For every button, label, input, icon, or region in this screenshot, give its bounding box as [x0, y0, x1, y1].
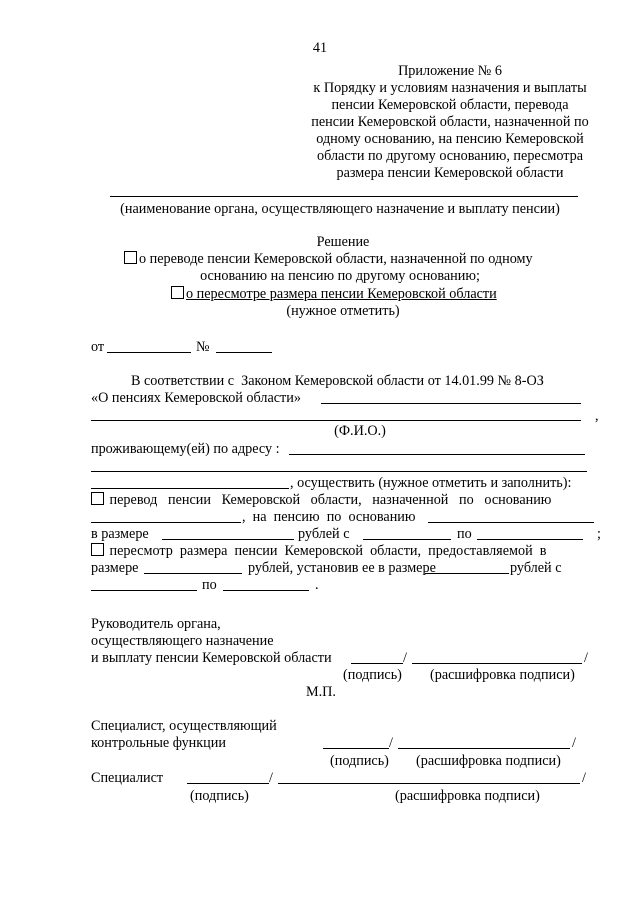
- head-slash: /: [403, 650, 407, 666]
- date-from-field[interactable]: [363, 539, 451, 540]
- revision-mid-label: рублей, установив ее в размере: [248, 560, 436, 576]
- checkbox-transfer-pension[interactable]: [91, 492, 104, 505]
- control-specialist-line2: контрольные функции: [91, 735, 226, 751]
- comma: ,: [595, 408, 599, 424]
- control-decoding-caption: (расшифровка подписи): [416, 753, 561, 769]
- appendix-line: пенсии Кемеровской области, назначенной по: [311, 114, 589, 130]
- new-amount-field[interactable]: [425, 573, 509, 574]
- appendix-title: Приложение № 6: [398, 63, 502, 79]
- transfer-basis-label: , на пенсию по основанию: [242, 509, 416, 525]
- page-number: 41: [312, 40, 328, 56]
- head-title-line2: осуществляющего назначение: [91, 633, 274, 649]
- revision-option: [91, 543, 546, 559]
- address-field[interactable]: [289, 454, 585, 455]
- amount-label: в размере: [91, 526, 149, 542]
- fio-field[interactable]: [91, 420, 581, 421]
- organ-name-caption: (наименование органа, осуществляющего назначение и выплату пенсии): [120, 201, 560, 217]
- decision-option-revision-label: о пересмотре размера пенсии Кемеровской области: [186, 286, 497, 302]
- control-slash-end: /: [572, 735, 576, 751]
- decision-option-transfer: [124, 251, 533, 267]
- checkbox-revision[interactable]: [171, 286, 184, 299]
- period-to-label: по: [202, 577, 217, 593]
- number-label: №: [196, 339, 210, 355]
- address-label: проживающему(ей) по адресу :: [91, 441, 280, 457]
- specialist-slash: /: [269, 770, 273, 786]
- body-law-reference: В соответствии с Законом Кемеровской области от 14.01.99 № 8-ОЗ: [131, 373, 544, 389]
- rubles-from-label: рублей с: [298, 526, 350, 542]
- to-label: по: [457, 526, 472, 542]
- head-signature-caption: (подпись): [343, 667, 402, 683]
- fio-caption: (Ф.И.О.): [334, 423, 386, 439]
- address-field-end[interactable]: [91, 488, 289, 489]
- head-signature-field[interactable]: [351, 663, 403, 664]
- period-end: .: [315, 577, 319, 593]
- stamp-place: М.П.: [306, 684, 336, 700]
- specialist-decoding-field[interactable]: [278, 783, 580, 784]
- revision-date-from-field[interactable]: [91, 590, 197, 591]
- control-slash: /: [389, 735, 393, 751]
- decision-note: (нужное отметить): [286, 303, 400, 319]
- head-slash-end: /: [584, 650, 588, 666]
- date-label: от: [91, 339, 105, 355]
- revision-rub-label: рублей с: [510, 560, 562, 576]
- specialist-signature-field[interactable]: [187, 783, 269, 784]
- basis-to-field[interactable]: [428, 522, 594, 523]
- basis-from-field[interactable]: [91, 522, 241, 523]
- number-field[interactable]: [216, 352, 272, 353]
- recipient-field[interactable]: [321, 403, 581, 404]
- head-decoding-field[interactable]: [412, 663, 582, 664]
- specialist-label: Специалист: [91, 770, 164, 786]
- transfer-option-label: перевод пенсии Кемеровской области, назначенной по основанию: [109, 492, 552, 508]
- checkbox-transfer[interactable]: [124, 251, 137, 264]
- control-specialist-line1: Специалист, осуществляющий: [91, 718, 277, 734]
- address-field-cont[interactable]: [91, 471, 587, 472]
- appendix-line: к Порядку и условиям назначения и выплаты: [313, 80, 587, 96]
- date-field[interactable]: [107, 352, 191, 353]
- specialist-slash-end: /: [582, 770, 586, 786]
- decision-option-transfer-label-cont: основанию на пенсию по другому основанию;: [200, 268, 480, 284]
- revision-size-label: размере: [91, 560, 139, 576]
- implement-text: , осуществить (нужное отметить и заполнить):: [290, 475, 572, 491]
- amount-field[interactable]: [162, 539, 294, 540]
- control-signature-field[interactable]: [323, 748, 389, 749]
- transfer-option: [91, 492, 551, 508]
- revision-option-label: пересмотр размера пенсии Кемеровской области, предоставляемой в: [109, 543, 547, 559]
- revision-date-to-field[interactable]: [223, 590, 309, 591]
- head-title-line3: и выплату пенсии Кемеровской области: [91, 650, 332, 666]
- head-title-line1: Руководитель органа,: [91, 616, 221, 632]
- appendix-line: области по другому основанию, пересмотра: [316, 148, 584, 164]
- head-decoding-caption: (расшифровка подписи): [430, 667, 575, 683]
- body-law-name: «О пенсиях Кемеровской области»: [91, 390, 301, 406]
- control-signature-caption: (подпись): [330, 753, 389, 769]
- decision-option-transfer-label: о переводе пенсии Кемеровской области, назначенной по одному: [139, 251, 533, 267]
- checkbox-revision-pension[interactable]: [91, 543, 104, 556]
- control-decoding-field[interactable]: [398, 748, 570, 749]
- appendix-line: пенсии Кемеровской области, перевода: [331, 97, 569, 113]
- current-amount-field[interactable]: [144, 573, 242, 574]
- appendix-line: размера пенсии Кемеровской области: [336, 165, 564, 181]
- specialist-decoding-caption: (расшифровка подписи): [395, 788, 540, 804]
- date-to-field[interactable]: [477, 539, 583, 540]
- semicolon: ;: [597, 526, 601, 542]
- organ-name-field[interactable]: [110, 196, 578, 197]
- decision-option-revision: [171, 286, 497, 302]
- appendix-line: одному основанию, на пенсию Кемеровской: [316, 131, 584, 147]
- decision-title: Решение: [316, 234, 370, 250]
- specialist-signature-caption: (подпись): [190, 788, 249, 804]
